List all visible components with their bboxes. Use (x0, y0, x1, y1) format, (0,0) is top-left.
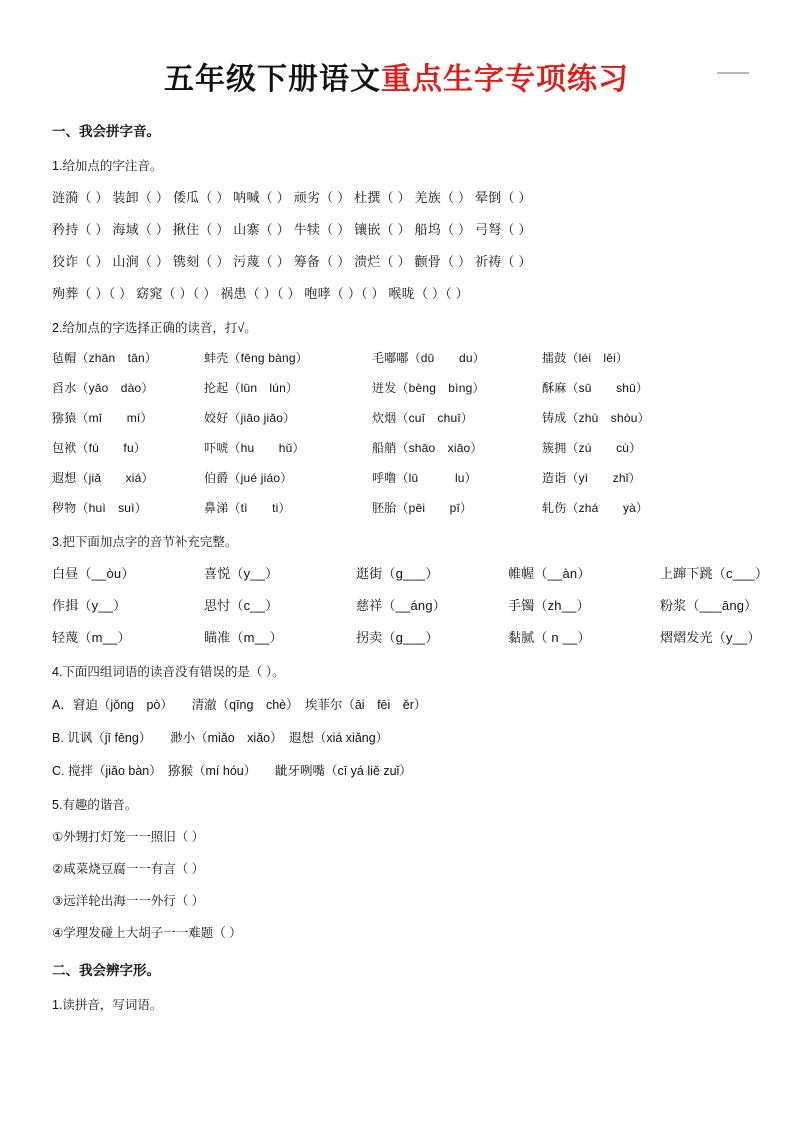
question-1-line: 涟漪（ ） 装卸（ ） 倭瓜（ ） 呐喊（ ） 顽劣（ ） 杜撰（ ） 羌族（ ） 晕倒（ ） (52, 190, 532, 205)
section-1-heading: 一、我会拼字音。 (52, 124, 160, 139)
pinyin-blank[interactable]: 思忖（c__） (204, 598, 279, 613)
question-1-prompt: 1.给加点的字注音。 (52, 159, 163, 173)
page-title (52, 54, 741, 98)
pinyin-blank[interactable]: 帷幄（__àn） (508, 566, 591, 581)
question-2-prompt: 2.给加点的字选择正确的读音，打√。 (52, 321, 257, 335)
pinyin-choice[interactable]: 吓唬（hu hǔ） (204, 441, 305, 455)
question-4-choice-c[interactable]: C. 搅拌（jiǎo bàn） 猕猴（mí hóu） 龇牙咧嘴（cī yá liě zuǐ） (52, 764, 412, 778)
pinyin-choice[interactable]: 秽物（huì suì） (52, 501, 147, 515)
question-1-line: 狡诈（ ） 山涧（ ） 镌刻（ ） 污蔑（ ） 筹备（ ） 溃烂（ ） 颧骨（ ） 祈祷（ ） (52, 254, 532, 269)
question-2-row (52, 469, 741, 486)
question-4-choice-a[interactable]: A．窘迫（jǒng pò） 清澈（qīng chè） 埃菲尔（āi fēi ěr） (52, 698, 427, 712)
pinyin-choice[interactable]: 呼噜（lū lu） (372, 471, 477, 485)
pinyin-choice[interactable]: 轧伤（zhá yà） (542, 501, 649, 515)
question-4-prompt: 4.下面四组词语的读音没有错误的是（ ）。 (52, 665, 285, 679)
question-2-row (52, 499, 741, 516)
pinyin-choice[interactable]: 毡帽（zhān tǎn） (52, 351, 158, 365)
pinyin-blank[interactable]: 瞄准（m__） (204, 630, 283, 645)
question-2-row (52, 349, 741, 366)
question-3-prompt: 3.把下面加点字的音节补充完整。 (52, 535, 238, 549)
question-3-row (52, 627, 761, 646)
pinyin-choice[interactable]: 迸发（bèng bìng） (372, 381, 485, 395)
question-2-row (52, 409, 741, 426)
pinyin-choice[interactable]: 炊烟（cuī chuī） (372, 411, 474, 425)
pinyin-blank[interactable]: 逛街（g___） (356, 566, 439, 581)
pinyin-blank[interactable]: 熠熠发光（y__） (660, 630, 761, 645)
question-1-line: 殉葬（ ）（ ） 窈窕（ ）（ ） 祸患（ ）（ ） 咆哮（ ）（ ） 喉咙（ ）（ ） (52, 286, 469, 301)
pinyin-choice[interactable]: 伯爵（jué jiáo） (204, 471, 293, 485)
pinyin-blank[interactable]: 手镯（zh__） (508, 598, 590, 613)
pinyin-choice[interactable]: 毛嘟嘟（dū du） (372, 351, 485, 365)
pinyin-choice[interactable]: 蚌壳（fēng bàng） (204, 351, 308, 365)
pinyin-blank[interactable]: 黏腻（ n __） (508, 630, 591, 645)
question-3-row (52, 563, 769, 582)
pinyin-blank[interactable]: 喜悦（y__） (204, 566, 279, 581)
pinyin-choice[interactable]: 猕猿（mī mí） (52, 411, 153, 425)
question-5-item[interactable]: ③远洋轮出海一一外行（ ） (52, 894, 205, 908)
question-4-choice-b[interactable]: B. 讥讽（jī fēng） 渺小（miǎo xiǎo） 遐想（xiá xiǎng） (52, 731, 389, 745)
pinyin-choice[interactable]: 舀水（yǎo dào） (52, 381, 154, 395)
question-2-row (52, 439, 741, 456)
pinyin-blank[interactable]: 拐卖（g___） (356, 630, 439, 645)
pinyin-choice[interactable]: 抡起（lūn lún） (204, 381, 299, 395)
pinyin-blank[interactable]: 作揖（y__） (52, 598, 127, 613)
question-3-row (52, 595, 758, 614)
pinyin-choice[interactable]: 船艄（shāo xiāo） (372, 441, 483, 455)
question-5-item[interactable]: ①外甥打灯笼一一照旧（ ） (52, 830, 205, 844)
pinyin-blank[interactable]: 慈祥（__áng） (356, 598, 446, 613)
question-5-item[interactable]: ②咸菜烧豆腐一一有言（ ） (52, 862, 205, 876)
section-2-question-1: 1.读拼音，写词语。 (52, 998, 163, 1012)
pinyin-choice[interactable]: 酥麻（sū shū） (542, 381, 649, 395)
pinyin-choice[interactable]: 胚胎（pēi pī） (372, 501, 473, 515)
pinyin-blank[interactable]: 粉浆（___āng） (660, 598, 758, 613)
pinyin-blank[interactable]: 上蹿下跳（c___） (660, 566, 769, 581)
title-rule (717, 72, 749, 74)
pinyin-choice[interactable]: 姣好（jiāo jiǎo） (204, 411, 296, 425)
pinyin-choice[interactable]: 遐想（jiǎ xiá） (52, 471, 154, 485)
pinyin-choice[interactable]: 鼻涕（tì ti） (204, 501, 291, 515)
pinyin-choice[interactable]: 包袱（fú fu） (52, 441, 147, 455)
question-2-row (52, 379, 741, 396)
question-1-line: 矜持（ ） 海域（ ） 揪住（ ） 山寨（ ） 牛犊（ ） 镶嵌（ ） 船坞（ ） 弓弩（ ） (52, 222, 532, 237)
pinyin-blank[interactable]: 白昼（__òu） (52, 566, 135, 581)
pinyin-choice[interactable]: 擂鼓（léi lěi） (542, 351, 629, 365)
question-5-prompt: 5.有趣的谐音。 (52, 798, 138, 812)
page-title-red: 重点生字专项练习 (381, 63, 629, 96)
question-5-item[interactable]: ④学理发碰上大胡子一一难题（ ） (52, 926, 242, 940)
pinyin-blank[interactable]: 轻蔑（m__） (52, 630, 131, 645)
pinyin-choice[interactable]: 造诣（yì zhǐ） (542, 471, 641, 485)
section-2-heading: 二、我会辨字形。 (52, 963, 160, 978)
page-title-black: 五年级下册语文 (164, 63, 381, 96)
pinyin-choice[interactable]: 铸成（zhù shòu） (542, 411, 650, 425)
pinyin-choice[interactable]: 簇拥（zú cù） (542, 441, 642, 455)
